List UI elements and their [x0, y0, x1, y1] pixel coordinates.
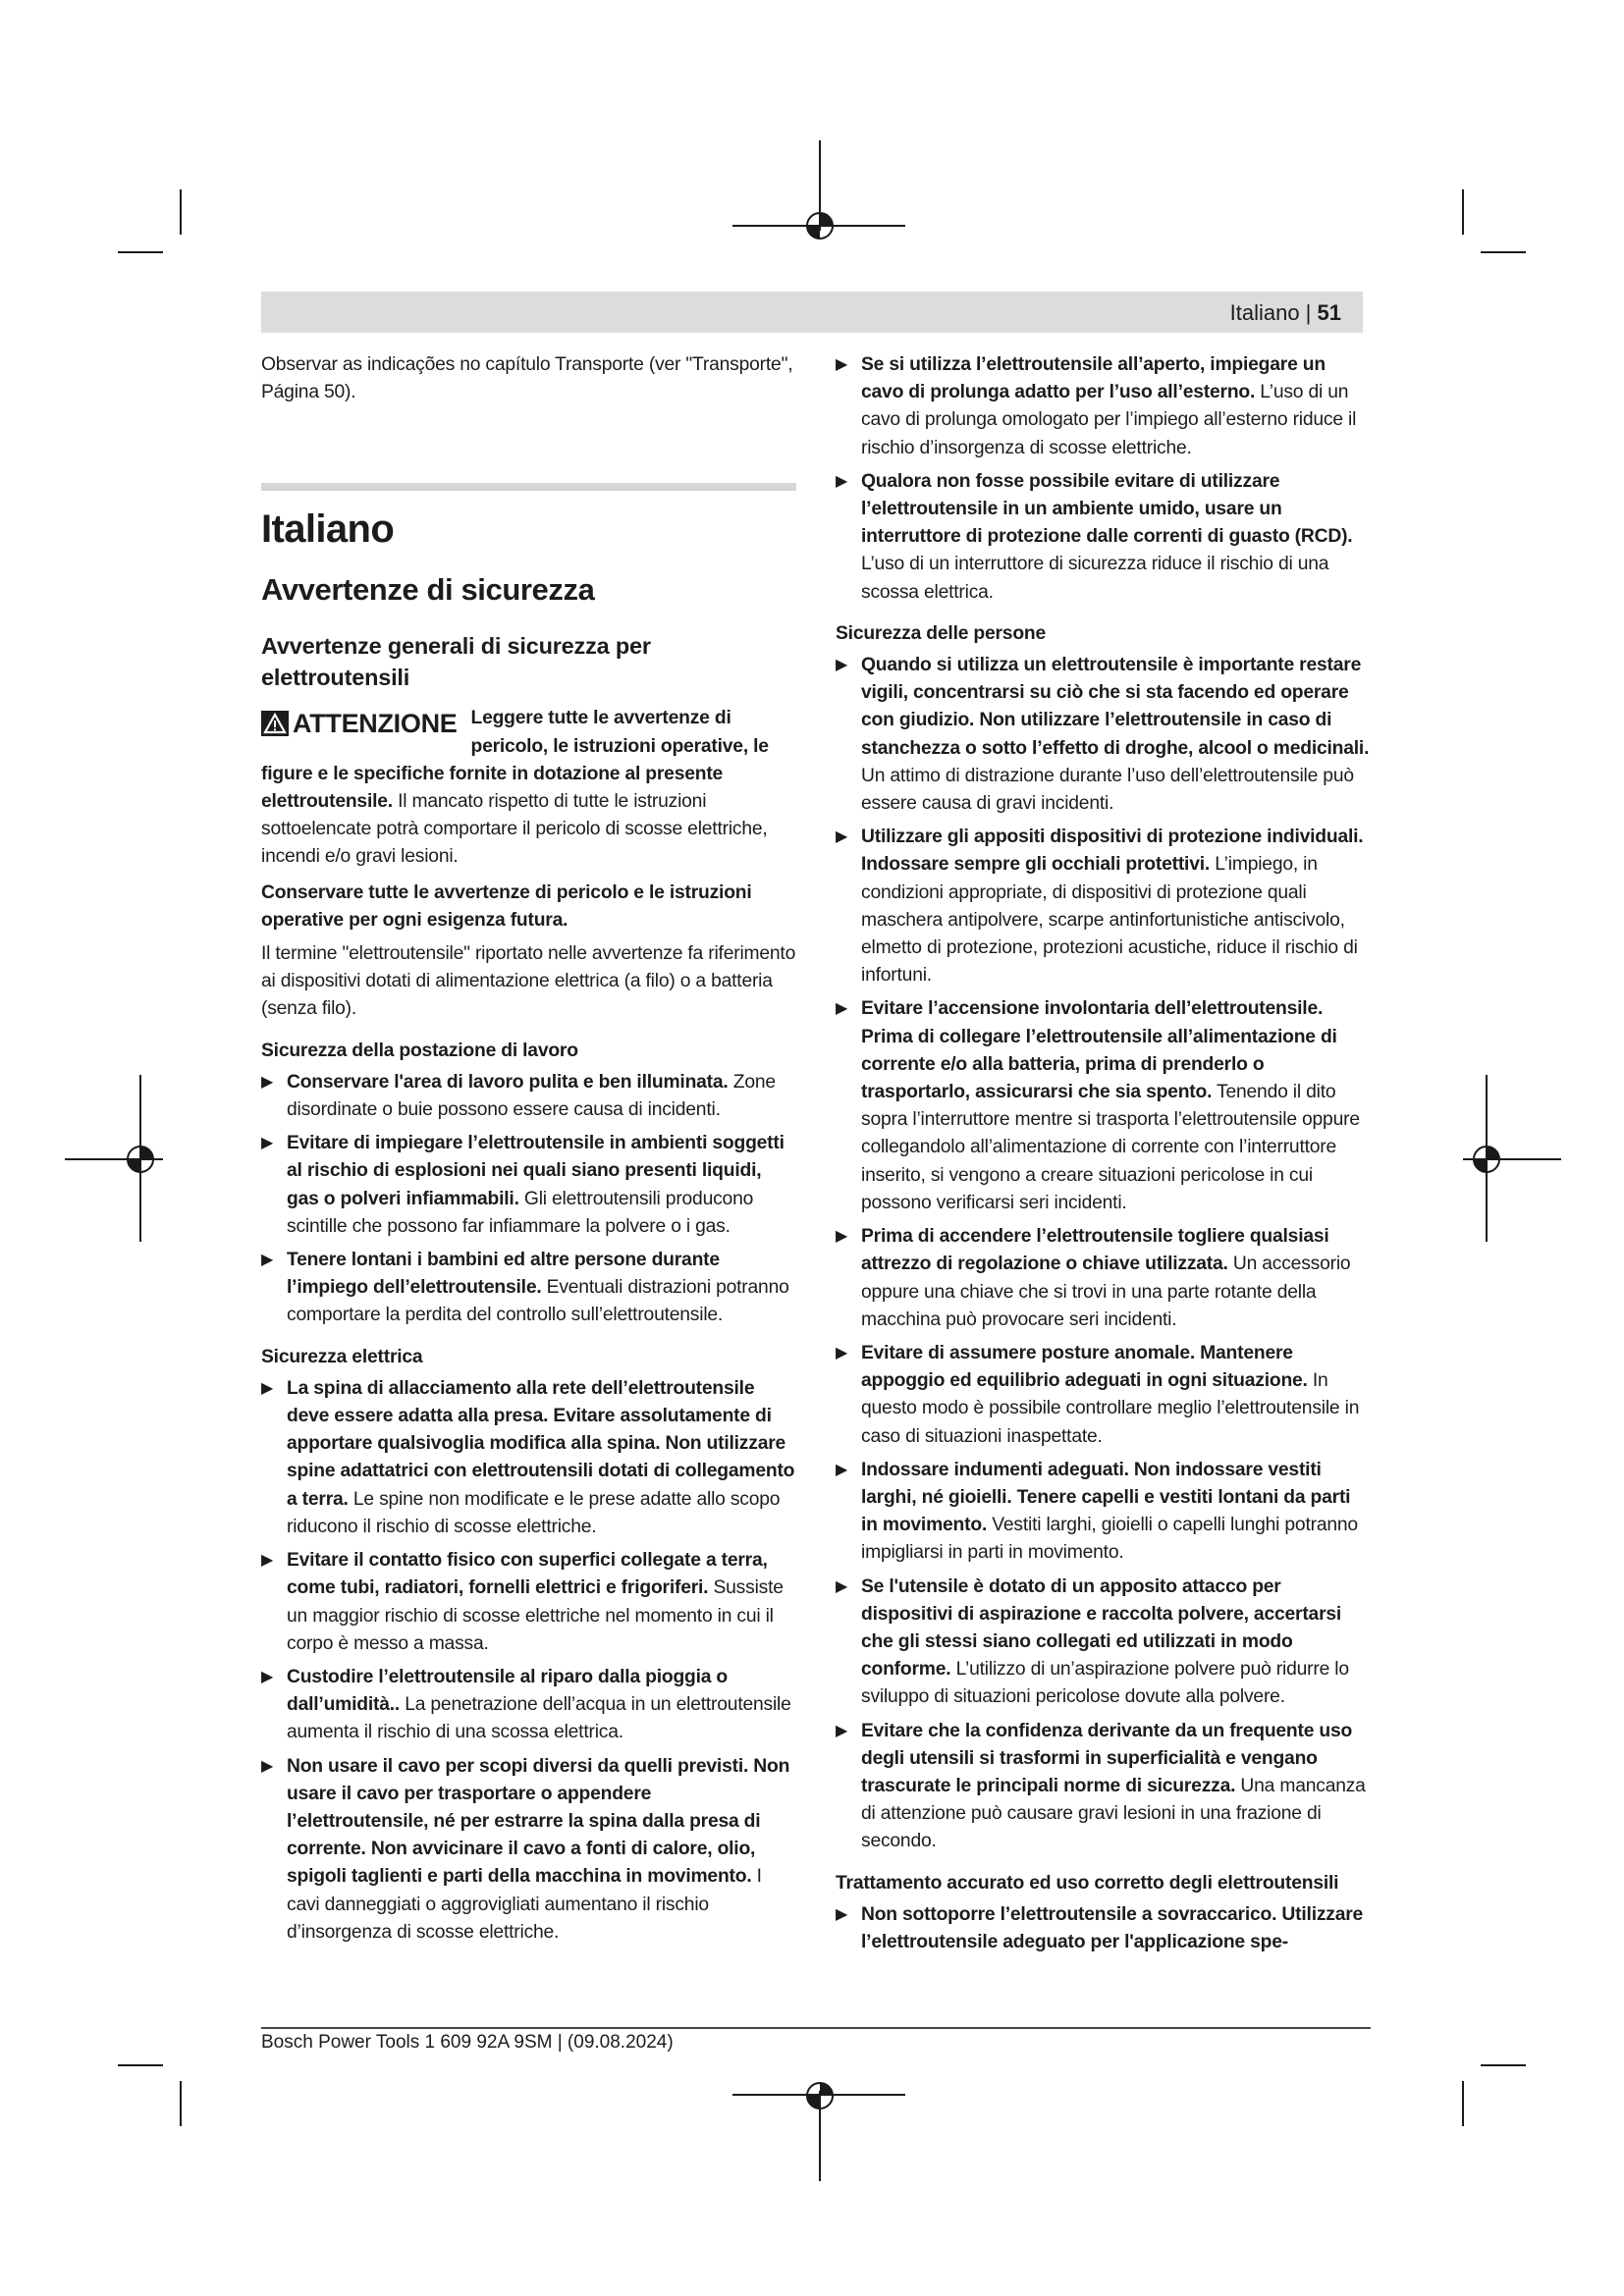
- item-text: La penetrazione dell’acqua in un elettroutensile aumenta il rischio di una scossa elettrica.: [287, 1694, 791, 1743]
- bullet-arrow-icon: ▶: [836, 828, 848, 846]
- warning-bold-text: Leggere tutte le avvertenze di pericolo, le istruzioni operative, le figure e le specifiche fornite in dotazione al presente elettroutensile.: [261, 708, 769, 813]
- bullet-arrow-icon: ▶: [836, 1228, 848, 1246]
- term-definition: Il termine "elettroutensile" riportato nelle avvertenze fa riferimento ai dispositivi dotati di alimentazione elettrica (a filo) o a batteria (senza filo).: [261, 943, 796, 1020]
- list-item: [261, 1069, 796, 1124]
- item-bold: Indossare indumenti adeguati. Non indossare vestiti larghi, né gioielli. Tenere capelli e vestiti lontani da parti in movimento.: [861, 1459, 1351, 1536]
- crop-mark: [118, 2064, 163, 2066]
- item-bold: Se l'utensile è dotato di un apposito attacco per dispositivi di aspirazione e raccolta polvere, accertarsi che gli stessi siano collegati ed utilizzati in modo conforme.: [861, 1575, 1342, 1681]
- language-divider: [261, 483, 796, 491]
- registration-target-icon: [803, 2079, 837, 2112]
- bullet-arrow-icon: ▶: [836, 1722, 848, 1739]
- crop-mark: [180, 2081, 182, 2126]
- crop-mark: [1481, 251, 1526, 253]
- item-text: Eventuali distrazioni potranno comportare la perdita del controllo sull’elettroutensile.: [287, 1277, 789, 1326]
- page-header: [261, 292, 1363, 333]
- item-text: I cavi danneggiati o aggrovigliati aumentano il rischio d’insorgenza di scosse elettriche.: [287, 1866, 762, 1943]
- electrical-safety-list: [261, 1375, 796, 1947]
- item-bold: Evitare di impiegare l’elettroutensile in ambienti soggetti al rischio di esplosioni nei quali siano presenti liquidi, gas o polveri infiammabili.: [287, 1133, 785, 1209]
- bullet-arrow-icon: ▶: [836, 1461, 848, 1478]
- right-column: [836, 351, 1371, 1962]
- footer-text: Bosch Power Tools 1 609 92A 9SM | (09.08.2024): [261, 2032, 674, 2053]
- page-number: 51: [1317, 300, 1341, 325]
- list-item: [836, 1340, 1371, 1451]
- electrical-safety-list-continued: [836, 351, 1371, 607]
- item-text: Le spine non modificate e le prese adatte allo scopo riducono il rischio di scosse elettriche.: [287, 1488, 781, 1537]
- list-item: [261, 1547, 796, 1658]
- warning-label: [261, 707, 458, 740]
- bullet-arrow-icon: ▶: [261, 1073, 274, 1091]
- list-item: [836, 1718, 1371, 1856]
- bullet-arrow-icon: ▶: [261, 1135, 274, 1152]
- handling-list: [836, 1901, 1371, 1956]
- item-bold: Evitare l’accensione involontaria dell’elettroutensile. Prima di collegare l’elettroutensile all’alimentazione di corrente e/o alla batteria, prima di prenderlo o trasportarlo, assicurarsi che sia spento.: [861, 998, 1337, 1103]
- item-bold: Quando si utilizza un elettroutensile è importante restare vigili, concentrarsi su ciò che si sta facendo ed operare con giudizio. Non utilizzare l’elettroutensile in caso di stanchezza o sotto l’effetto di droghe, alcool o medicinali.: [861, 655, 1370, 759]
- item-text: Gli elettroutensili producono scintille che possono far infiammare la polvere o i gas.: [287, 1188, 754, 1237]
- item-text: Sussiste un maggior rischio di scosse elettriche nel momento in cui il corpo è messo a massa.: [287, 1577, 784, 1654]
- crop-mark: [118, 251, 163, 253]
- item-text: L’uso di un cavo di prolunga omologato per l’impiego all’esterno riduce il rischio d’insorgenza di scosse elettriche.: [861, 382, 1357, 458]
- list-item: [836, 1901, 1371, 1956]
- header-running-title: Italiano | 51: [1229, 300, 1341, 325]
- item-text: Tenendo il dito sopra l’interruttore mentre si trasporta l’elettroutensile oppure collegandolo all’alimentazione di corrente con l’interruttore inserito, si vengono a creare situazioni pericolose in cui possono verificarsi seri incidenti.: [861, 1082, 1360, 1213]
- keep-instructions: Conservare tutte le avvertenze di pericolo e le istruzioni operative per ogni esigenza futura.: [261, 881, 752, 931]
- bullet-arrow-icon: ▶: [836, 657, 848, 674]
- item-bold: Se si utilizza l’elettroutensile all’aperto, impiegare un cavo di prolunga adatto per l’uso all’esterno.: [861, 354, 1326, 403]
- item-bold: Utilizzare gli appositi dispositivi di protezione individuali. Indossare sempre gli occhiali protettivi.: [861, 827, 1364, 876]
- list-item: [836, 351, 1371, 462]
- item-text: L’utilizzo di un’aspirazione polvere può ridurre lo sviluppo di situazioni pericolose dovute alla polvere.: [861, 1659, 1349, 1708]
- item-bold: Non sottoporre l’elettroutensile a sovraccarico. Utilizzare l’elettroutensile adeguato per l'applicazione spe-: [861, 1903, 1364, 1952]
- item-bold: Custodire l’elettroutensile al riparo dalla pioggia o dall’umidità..: [287, 1666, 729, 1716]
- bullet-arrow-icon: ▶: [261, 1668, 274, 1685]
- bullet-arrow-icon: ▶: [261, 1757, 274, 1775]
- transport-note: Observar as indicações no capítulo Transporte (ver "Transporte", Página 50).: [261, 354, 793, 403]
- header-language: Italiano: [1229, 300, 1300, 325]
- bullet-arrow-icon: ▶: [836, 472, 848, 490]
- list-item: [261, 1375, 796, 1541]
- list-item: [836, 468, 1371, 607]
- list-item: [836, 824, 1371, 989]
- bullet-arrow-icon: ▶: [261, 1379, 274, 1397]
- crop-mark: [180, 189, 182, 235]
- warning-triangle-icon: [261, 711, 289, 736]
- left-column: [261, 351, 796, 1952]
- footer-divider: [261, 2027, 1371, 2029]
- item-bold: Non usare il cavo per scopi diversi da quelli previsti. Non usare il cavo per trasportare o appendere l’elettroutensile, né per estrarre la spina dalla presa di corrente. Non avvicinare il cavo a fonti di calore, olio, spigoli taglienti e parti della macchina in movimento.: [287, 1755, 790, 1888]
- bullet-arrow-icon: ▶: [836, 1344, 848, 1362]
- warning-block: [261, 705, 796, 871]
- registration-target-icon: [803, 209, 837, 242]
- crop-mark: [1462, 189, 1464, 235]
- bullet-arrow-icon: ▶: [836, 1000, 848, 1018]
- list-item: [261, 1247, 796, 1330]
- crop-mark: [1481, 2064, 1526, 2066]
- section-title: Avvertenze di sicurezza: [261, 572, 595, 608]
- list-item: [836, 652, 1371, 818]
- item-text: L’impiego, in condizioni appropriate, di dispositivi di protezione quali maschera antipolvere, scarpe antinfortunistiche antiscivolo, elmetto di protezione, protezioni acustiche, riduce il rischio di infortuni.: [861, 854, 1358, 987]
- item-bold: La spina di allacciamento alla rete dell’elettroutensile deve essere adatta alla presa. Evitare assolutamente di apportare qualsivoglia modifica alla spina. Non utilizzare spine adattatrici con elettroutensili dotati di collegamento a terra.: [287, 1377, 795, 1510]
- item-text: L’uso di un interruttore di sicurezza riduce il rischio di una scossa elettrica.: [861, 554, 1329, 603]
- list-item: [836, 1223, 1371, 1334]
- item-text: Un attimo di distrazione durante l’uso dell’elettroutensile può essere causa di gravi incidenti.: [861, 765, 1354, 815]
- electrical-safety-heading: Sicurezza elettrica: [261, 1346, 423, 1367]
- registration-target-icon: [1470, 1143, 1503, 1176]
- item-bold: Prima di accendere l’elettroutensile togliere qualsiasi attrezzo di regolazione o chiave utilizzata.: [861, 1226, 1329, 1275]
- list-item: [261, 1130, 796, 1241]
- list-item: [836, 995, 1371, 1217]
- personal-safety-list: [836, 652, 1371, 1856]
- list-item: [836, 1574, 1371, 1712]
- item-bold: Tenere lontani i bambini ed altre persone durante l’impiego dell’elettroutensile.: [287, 1250, 720, 1299]
- list-item: [836, 1457, 1371, 1568]
- workplace-safety-list: [261, 1069, 796, 1330]
- warning-body-text: Il mancato rispetto di tutte le istruzioni sottoelencate potrà comportare il pericolo di scosse elettriche, incendi e/o gravi lesioni.: [261, 791, 768, 868]
- language-title: Italiano: [261, 507, 395, 552]
- bullet-arrow-icon: ▶: [836, 1905, 848, 1923]
- handling-heading: Trattamento accurato ed uso corretto degli elettroutensili: [836, 1872, 1339, 1894]
- bullet-arrow-icon: ▶: [261, 1552, 274, 1570]
- item-bold: Evitare il contatto fisico con superfici collegate a terra, come tubi, radiatori, fornelli elettrici e frigoriferi.: [287, 1550, 768, 1599]
- list-item: [261, 1664, 796, 1747]
- item-bold: Conservare l'area di lavoro pulita e ben illuminata.: [287, 1071, 729, 1093]
- personal-safety-heading: Sicurezza delle persone: [836, 622, 1047, 644]
- item-bold: Evitare di assumere posture anomale. Mantenere appoggio ed equilibrio adeguati in ogni situazione.: [861, 1342, 1308, 1392]
- workplace-safety-heading: Sicurezza della postazione di lavoro: [261, 1040, 578, 1061]
- warning-label-text: ATTENZIONE: [293, 709, 458, 739]
- registration-target-icon: [124, 1143, 157, 1176]
- subsection-title: Avvertenze generali di sicurezza per elettroutensili: [261, 633, 651, 691]
- item-text: In questo modo è possibile controllare meglio l’elettroutensile in caso di situazioni inaspettate.: [861, 1370, 1360, 1447]
- bullet-arrow-icon: ▶: [261, 1252, 274, 1269]
- bullet-arrow-icon: ▶: [836, 1577, 848, 1595]
- item-text: Vestiti larghi, gioielli o capelli lunghi potranno impigliarsi in parti in movimento.: [861, 1515, 1358, 1564]
- item-bold: Evitare che la confidenza derivante da un frequente uso degli utensili si trasformi in superficialità e vengano trascurate le principali norme di sicurezza.: [861, 1720, 1353, 1796]
- item-bold: Qualora non fosse possibile evitare di utilizzare l’elettroutensile in un ambiente umido, usare un interruttore di protezione dalle correnti di guasto (RCD).: [861, 470, 1353, 548]
- item-text: Un accessorio oppure una chiave che si trovi in una parte rotante della macchina può provocare seri incidenti.: [861, 1254, 1351, 1330]
- bullet-arrow-icon: ▶: [836, 356, 848, 373]
- crop-mark: [1462, 2081, 1464, 2126]
- item-text: Zone disordinate o buie possono essere causa di incidenti.: [287, 1071, 776, 1121]
- item-text: Una mancanza di attenzione può causare gravi lesioni in una frazione di secondo.: [861, 1775, 1366, 1852]
- list-item: [261, 1753, 796, 1947]
